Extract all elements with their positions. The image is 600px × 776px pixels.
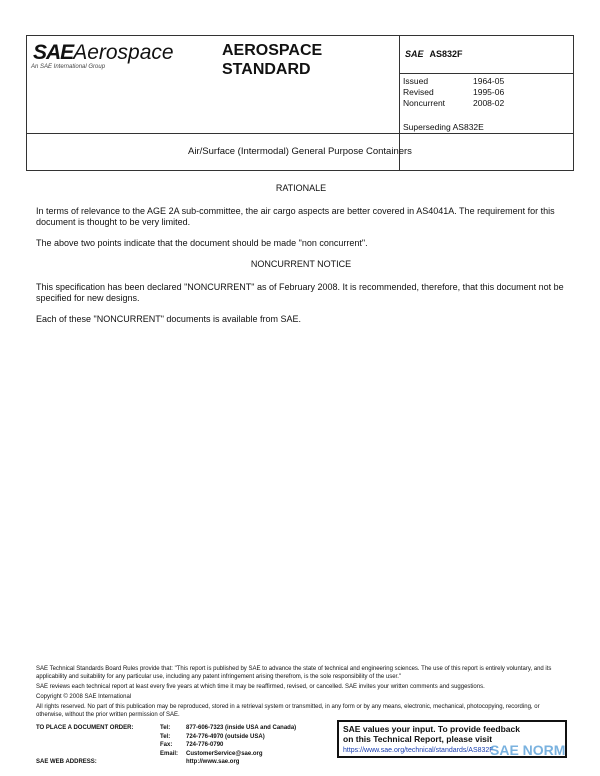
superseding: Superseding AS832E bbox=[403, 122, 484, 132]
logo-subtitle: An SAE International Group bbox=[31, 64, 106, 70]
date-row: Revised 1995-06 bbox=[403, 87, 505, 97]
feedback-text: on this Technical Report, please visit bbox=[343, 734, 493, 744]
copyright: Copyright © 2008 SAE International bbox=[36, 694, 132, 700]
date-info bbox=[403, 76, 504, 109]
date-row: Issued 1964-05 bbox=[403, 76, 505, 86]
rationale-heading: RATIONALE bbox=[275, 183, 327, 193]
paragraph: The above two points indicate that the document should be made "non concurrent". bbox=[36, 238, 368, 248]
phone: 877-606-7323 (inside USA and Canada) bbox=[186, 725, 297, 731]
web-label: SAE WEB ADDRESS: bbox=[36, 759, 97, 765]
divider bbox=[399, 73, 573, 74]
fax: 724-776-0790 bbox=[186, 742, 224, 748]
standard-type: AEROSPACE STANDARD bbox=[222, 42, 323, 78]
paragraph: Each of these "NONCURRENT" documents is available from SAE. bbox=[36, 314, 301, 324]
paragraph: This specification has been declared "NONCURRENT" as of February 2008. It is recommended, therefore, that this document not be specified for new designs. bbox=[36, 282, 564, 303]
feedback-link[interactable]: https://www.sae.org/technical/standards/AS832F bbox=[343, 747, 494, 754]
paragraph: In terms of relevance to the AGE 2A sub-committee, the air cargo aspects are better covered in AS4041A. The requirement for this document is thought to be very limited. bbox=[36, 206, 555, 227]
footer-text: SAE reviews each technical report at least every five years at which time it may be reaffirmed, revised, or cancelled. SAE invites your written comments and suggestions. bbox=[36, 684, 485, 690]
date-row: Noncurrent 2008-02 bbox=[403, 98, 505, 108]
header-box bbox=[26, 35, 574, 171]
footer-text: All rights reserved. No part of this publication may be reproduced, stored in a retrieval system or transmitted, in any form or by any means, electronic, mechanical, photocopying, recording, or otherwise, without the prior written permission of SAE. bbox=[36, 704, 540, 718]
notice-heading: NONCURRENT NOTICE bbox=[250, 259, 352, 269]
order-label: TO PLACE A DOCUMENT ORDER: bbox=[36, 725, 134, 731]
document-title: Air/Surface (Intermodal) General Purpose Containers bbox=[188, 146, 412, 157]
email[interactable]: CustomerService@sae.org bbox=[186, 750, 263, 757]
document-page: SAEAerospace An SAE International Group AEROSPACE STANDARD SAE AS832F Issued 1964-05 Revised 1995-06 Noncurrent 2008-02 Superseding AS832E Air/Surface (Intermodal) General Purpose Containers RATIONALE In terms of relevance to the AGE 2A sub-committee, the air cargo aspects are better covered in AS4041A. The requirement for this document is thought to be very limited. The above two points indicate that the document should be made "non concurrent". NONCURRENT NOTICE This specification has been declared "NONCURRENT" as of February 2008. It is recommended, therefore, that this document not be specified for new designs. Each of these "NONCURRENT" documents is available from SAE. SAE Technical Standards Board Rules provide that: "This report is published by SAE to advance the state of technical and engineering sciences. The use of this report is entirely voluntary, and its applicability and suitability for any particular use, including any patent infringement arising therefrom, is the sole responsibility of the user." SAE reviews each technical report at least every five years at which time it may be reaffirmed, revised, or cancelled. SAE invites your written comments and suggestions. Copyright © 2008 SAE International All rights reserved. No part of this publication may be reproduced, stored in a retrieval system or transmitted, in any form or by any means, electronic, mechanical, photocopying, recording, or otherwise, without the prior written permission of SAE. TO PLACE A DOCUMENT ORDER: SAE WEB ADDRESS: Tel: 877-606-7323 (inside USA and Canada) Tel: 724-776-4970 (outside USA) Fax: 724-776-0790 Email: CustomerService@sae.org http://www.sae.org SAE values your input. To provide feedback on this Technical Report, please visit https://www.sae.org/technical/standards/AS832F SAE NORM bbox=[0, 0, 600, 776]
web-address[interactable]: http://www.sae.org bbox=[186, 759, 240, 765]
phone: 724-776-4970 (outside USA) bbox=[186, 733, 265, 740]
feedback-text: SAE values your input. To provide feedback bbox=[343, 724, 520, 734]
watermark: SAE NORM bbox=[490, 742, 566, 758]
document-body bbox=[36, 183, 566, 335]
divider bbox=[27, 133, 573, 134]
sae-aerospace-logo: SAEAerospace bbox=[33, 41, 174, 64]
footer-text: SAE Technical Standards Board Rules provide that: "This report is published by SAE to advance the state of technical and engineering sciences. The use of this report is entirely voluntary, and its applicability and suitability for any particular use, including any patent infringement arising therefrom, is the sole responsibility of the user." bbox=[36, 666, 552, 680]
legal-footer bbox=[36, 665, 566, 721]
document-number: SAE AS832F bbox=[405, 49, 463, 59]
